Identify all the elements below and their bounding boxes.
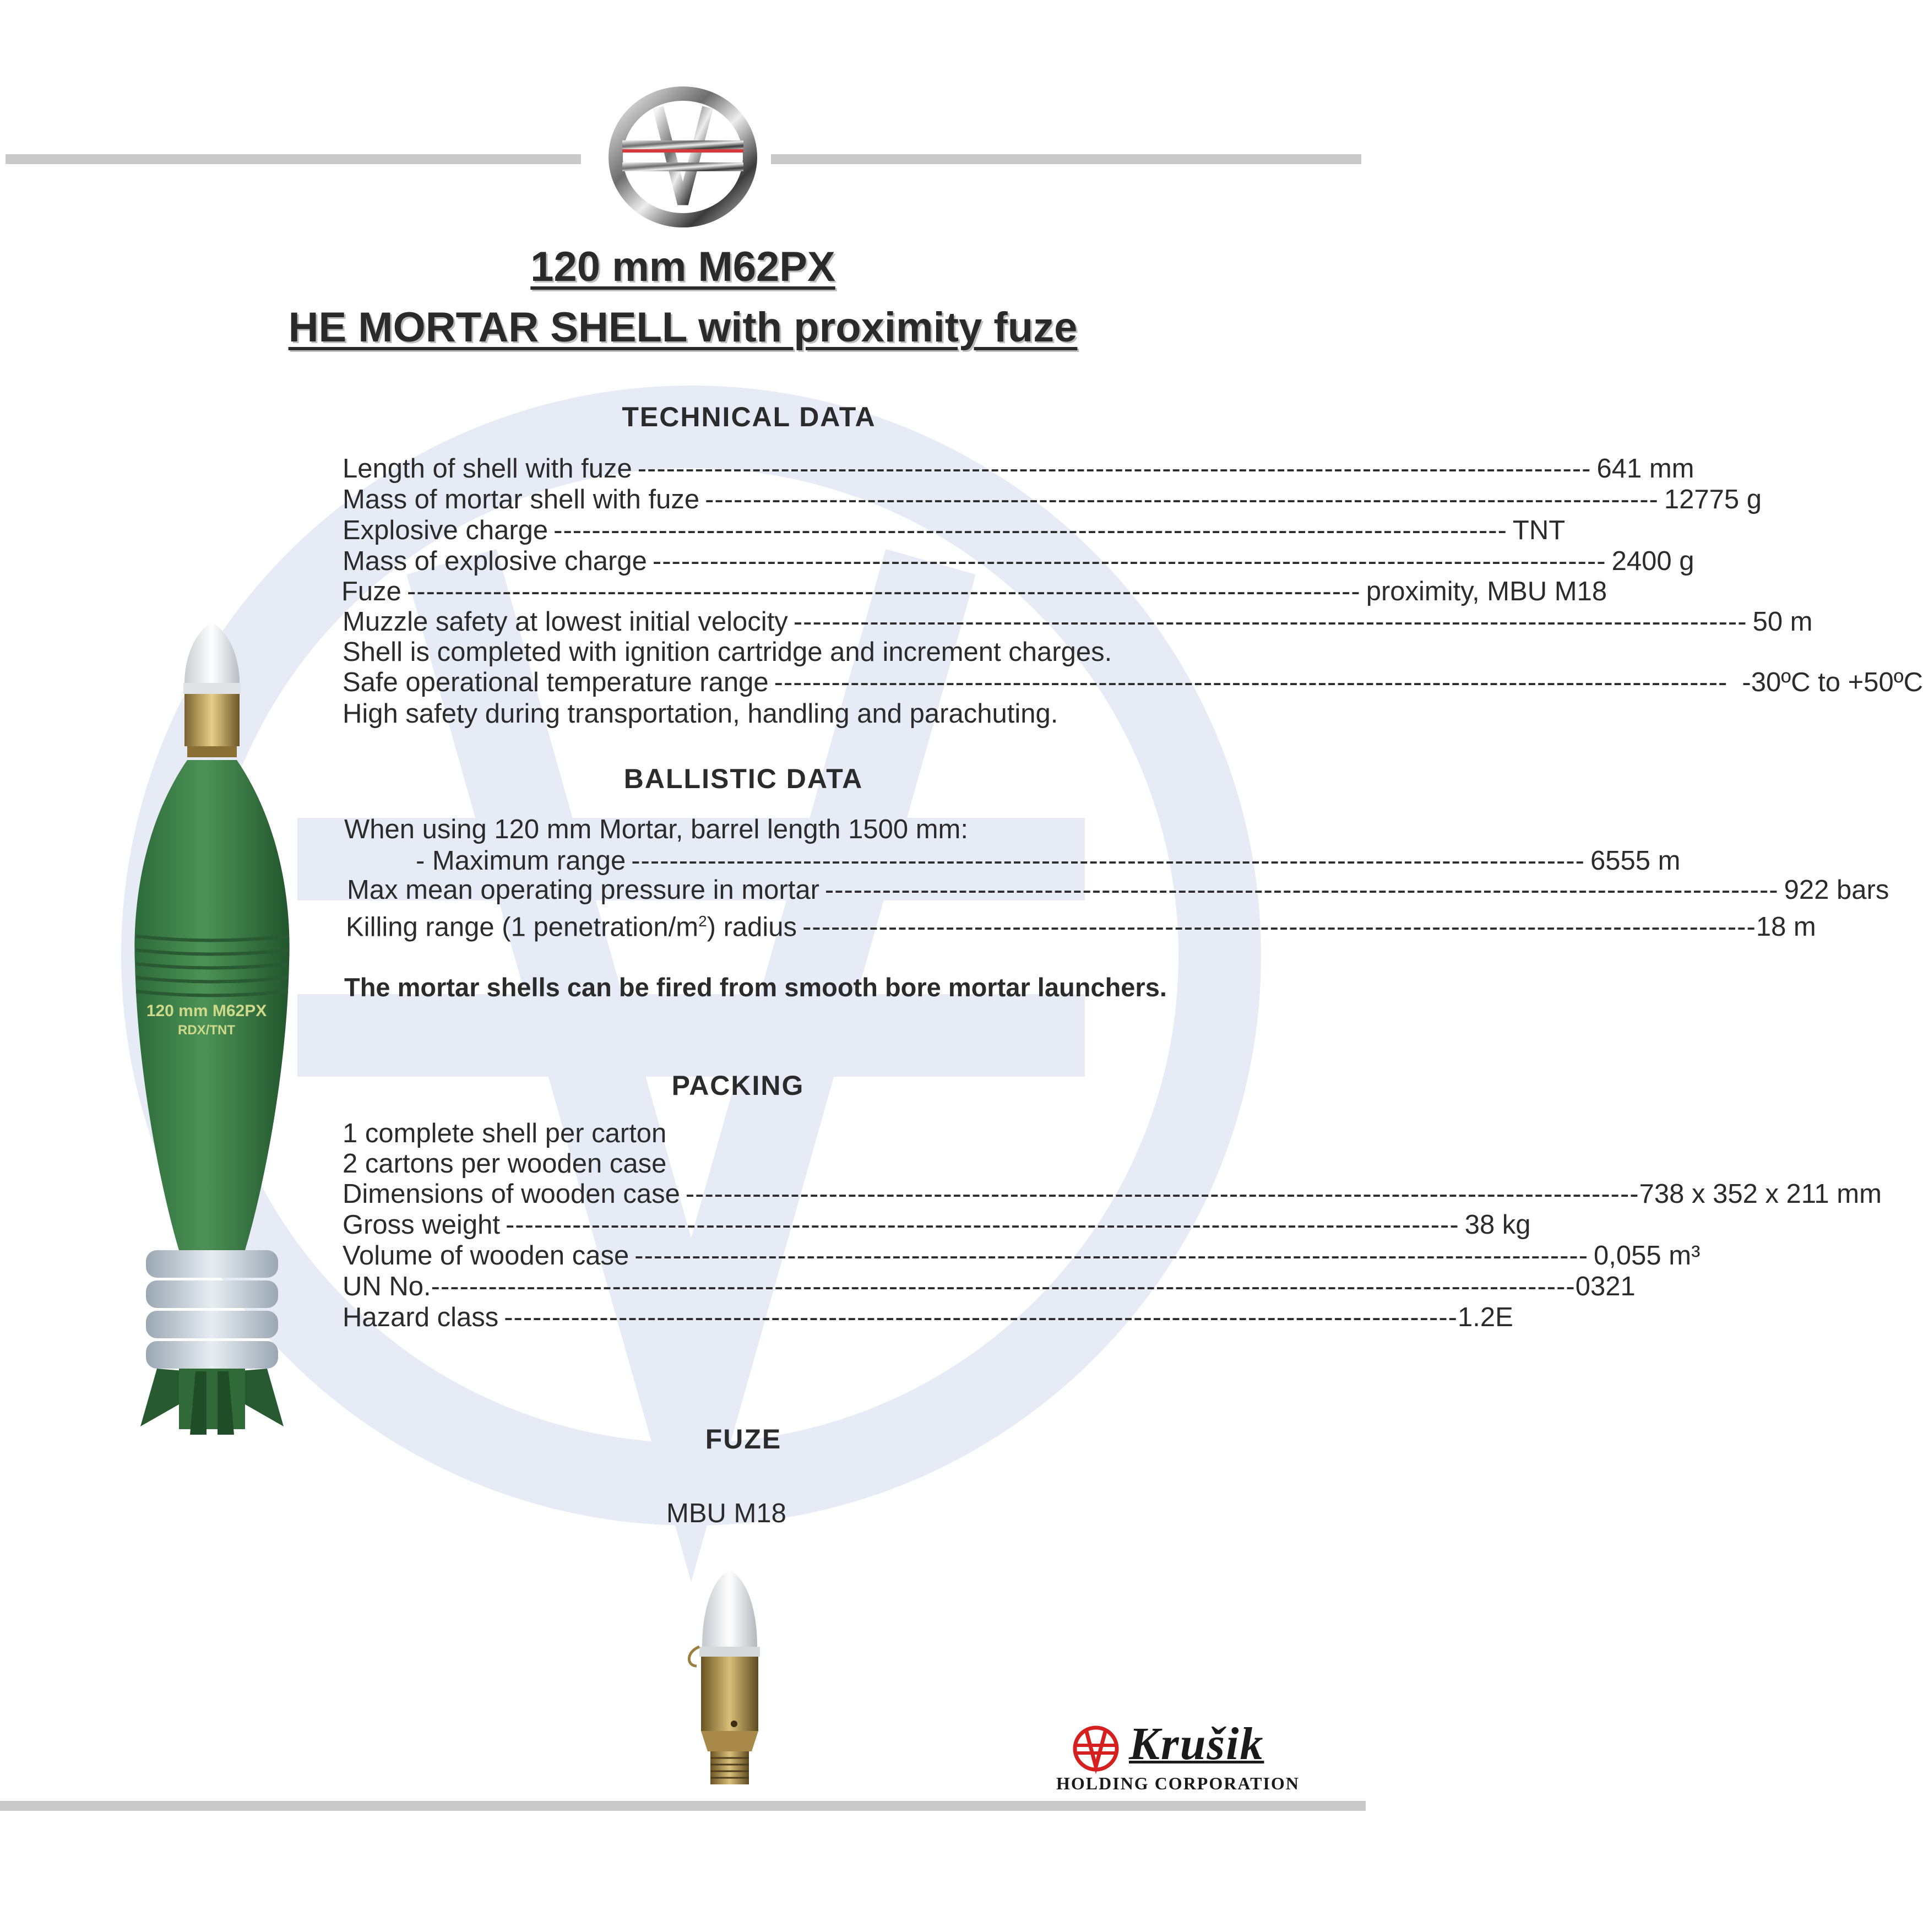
packing-row-hazard-class xyxy=(343,1302,1513,1333)
row-label: Explosive charge xyxy=(343,515,548,545)
top-rule-left xyxy=(6,154,581,164)
row-value: 641 mm xyxy=(1596,454,1694,484)
row-label: Volume of wooden case xyxy=(343,1241,629,1271)
leader-dashes: ---------------------------------------------------------------------------------------------------- xyxy=(553,515,1507,545)
row-label: Hazard class xyxy=(343,1303,499,1332)
row-label: Fuze xyxy=(341,577,401,606)
row-label: Safe operational temperature range xyxy=(343,667,769,697)
row-label xyxy=(346,906,797,942)
row-label: Gross weight xyxy=(343,1210,500,1240)
row-value: 2400 g xyxy=(1611,546,1694,576)
row-value: 18 m xyxy=(1756,912,1816,942)
technical-note-safety: High safety during transportation, handling and parachuting. xyxy=(343,699,1058,729)
technical-row-explosive-mass xyxy=(343,546,1694,577)
page-title-line1: 120 mm M62PX xyxy=(530,243,835,290)
row-value: 0,055 m³ xyxy=(1594,1241,1701,1271)
row-value: 1.2E xyxy=(1457,1303,1513,1332)
packing-line-carton: 1 complete shell per carton xyxy=(343,1119,667,1148)
technical-data-heading: TECHNICAL DATA xyxy=(622,401,876,432)
row-label: Muzzle safety at lowest initial velocity xyxy=(343,607,788,637)
leader-dashes: ---------------------------------------------------------------------------------------------------- xyxy=(802,912,1756,942)
killing-label-part: ) radius xyxy=(707,912,797,942)
row-label: Mass of explosive charge xyxy=(343,546,647,576)
row-value: 738 x 352 x 211 mm xyxy=(1639,1179,1882,1209)
technical-row-explosive xyxy=(343,515,1566,546)
ballistic-row-pressure xyxy=(347,875,1889,905)
shell-marking-line1: 120 mm M62PX xyxy=(146,1002,267,1020)
mortar-shell-image xyxy=(124,611,300,1437)
row-label: Mass of mortar shell with fuze xyxy=(343,485,700,514)
row-value: 0321 xyxy=(1575,1272,1636,1301)
company-subtitle: HOLDING CORPORATION xyxy=(1056,1773,1300,1793)
leader-dashes: ---------------------------------------------------------------------------------------------------- xyxy=(406,577,1361,606)
leader-dashes: ---------------------------------------------------------------------------------------------------- xyxy=(504,1303,1458,1332)
leader-dashes: ---------------------------------------------------------------------------------------------------- xyxy=(652,546,1606,576)
leader-dashes: ---------------------------------------------------------------------------------------------------- xyxy=(631,846,1585,876)
technical-row-length xyxy=(343,453,1694,484)
row-label: Max mean operating pressure in mortar xyxy=(347,875,819,905)
packing-row-gross-weight xyxy=(343,1209,1531,1240)
leader-dashes: ---------------------------------------------------------------------------------------------------- xyxy=(793,607,1747,637)
packing-line-case: 2 cartons per wooden case xyxy=(343,1149,667,1179)
leader-dashes: ---------------------------------------------------------------------------------------------------- xyxy=(824,875,1779,905)
row-value: 12775 g xyxy=(1664,485,1762,514)
bottom-rule xyxy=(0,1801,1366,1811)
row-value: 922 bars xyxy=(1784,875,1889,905)
technical-row-fuze xyxy=(341,576,1607,607)
packing-row-volume xyxy=(343,1240,1701,1271)
leader-dashes: ---------------------------------------------------------------------------------------------------- xyxy=(685,1179,1639,1209)
technical-row-temperature xyxy=(343,667,1923,698)
technical-row-muzzle-safety xyxy=(343,606,1813,637)
leader-dashes: ---------------------------------------------------------------------------------------------------- xyxy=(637,454,1591,484)
row-label: Length of shell with fuze xyxy=(343,454,632,484)
ballistic-statement: The mortar shells can be fired from smooth bore mortar launchers. xyxy=(344,973,1167,1002)
leader-dashes: ---------------------------------------------------------------------------------------------------- xyxy=(705,485,1659,514)
packing-row-dimensions xyxy=(343,1179,1882,1209)
company-emblem-icon xyxy=(606,85,760,229)
top-rule-right xyxy=(771,154,1361,164)
packing-heading: PACKING xyxy=(671,1070,805,1101)
technical-row-mass xyxy=(343,484,1762,515)
row-value: -30ºC to +50ºC xyxy=(1742,667,1923,697)
company-logo-icon xyxy=(1071,1724,1121,1773)
company-name: Krušik xyxy=(1129,1718,1264,1770)
ballistic-data-heading: BALLISTIC DATA xyxy=(623,763,863,794)
ballistic-row-range xyxy=(416,845,1681,876)
technical-note-completion: Shell is completed with ignition cartridge and increment charges. xyxy=(343,637,1112,667)
fuze-image xyxy=(675,1564,785,1795)
packing-row-un-number xyxy=(343,1271,1636,1302)
row-label: - Maximum range xyxy=(416,846,626,876)
ballistic-intro: When using 120 mm Mortar, barrel length 1500 mm: xyxy=(344,815,968,844)
row-value: 38 kg xyxy=(1464,1210,1531,1240)
leader-dashes: ---------------------------------------------------------------------------------------------------- xyxy=(634,1241,1589,1271)
shell-marking-line2: RDX/TNT xyxy=(178,1023,235,1038)
row-value: 50 m xyxy=(1752,607,1813,637)
page-title-line2: HE MORTAR SHELL with proximity fuze xyxy=(288,304,1078,351)
row-value: 6555 m xyxy=(1590,846,1681,876)
ballistic-row-killing-range xyxy=(346,906,1816,942)
killing-label-part: Killing range (1 penetration/m xyxy=(346,912,699,942)
row-value: TNT xyxy=(1512,515,1566,545)
fuze-model: MBU M18 xyxy=(666,1499,786,1528)
leader-dashes: ---------------------------------------------------------------------------------------------------- xyxy=(505,1210,1459,1240)
fuze-heading: FUZE xyxy=(705,1424,782,1455)
leader-dashes: ------------------------------------------------------------------------------------------------------------------------ xyxy=(431,1272,1576,1301)
row-value: proximity, MBU M18 xyxy=(1366,577,1607,606)
superscript: 2 xyxy=(698,913,707,930)
row-label: UN No. xyxy=(343,1272,431,1301)
leader-dashes: ---------------------------------------------------------------------------------------------------- xyxy=(774,667,1728,697)
row-label: Dimensions of wooden case xyxy=(343,1179,680,1209)
